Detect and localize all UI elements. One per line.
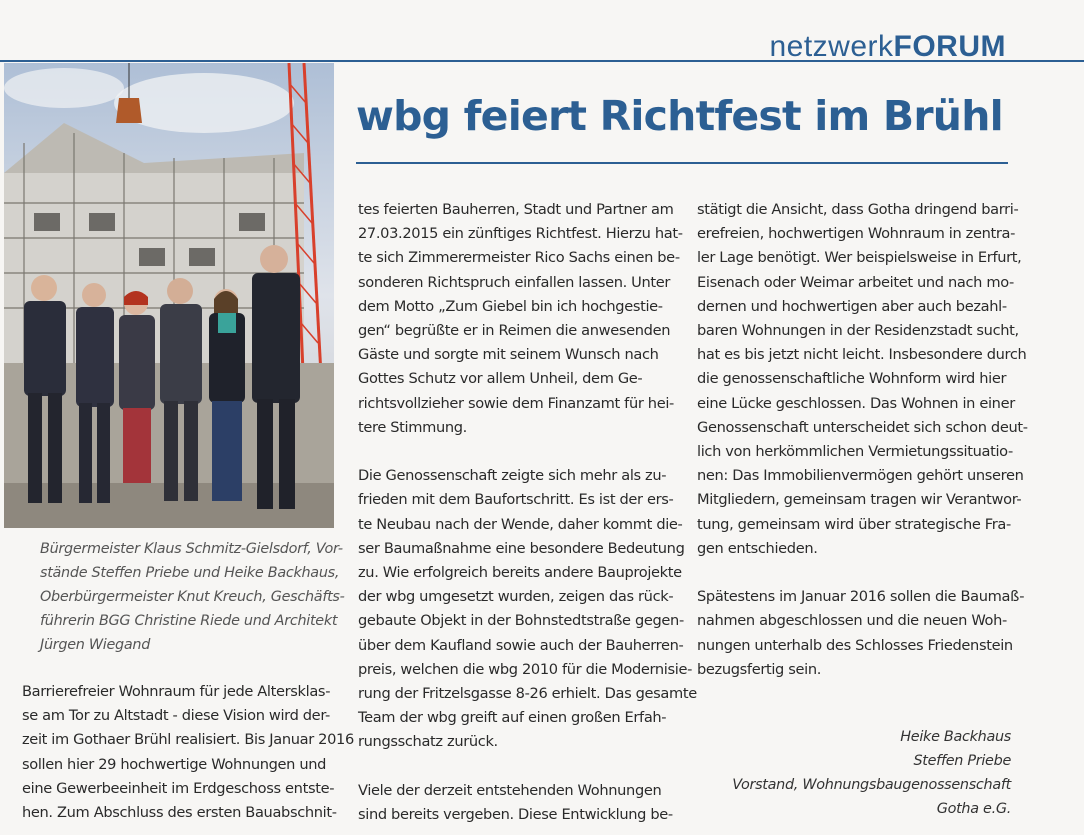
text-line: rungsschatz zurück. bbox=[358, 733, 498, 751]
text-line: nen: Das Immobilienvermögen gehört unseren bbox=[697, 467, 1024, 485]
caption-line: führerin BGG Christine Riede und Architekt bbox=[40, 613, 338, 629]
text-line: sonderen Richtspruch einfallen lassen. Unter bbox=[358, 273, 671, 291]
text-line: Viele der derzeit entstehenden Wohnungen bbox=[358, 781, 662, 799]
text-line: bezugsfertig sein. bbox=[697, 660, 822, 678]
paragraph-gap bbox=[697, 561, 1017, 585]
text-line: ser Baumaßnahme eine besondere Bedeutung bbox=[358, 539, 685, 557]
text-line: Die Genossenschaft zeigte sich mehr als zu- bbox=[358, 467, 667, 485]
caption-line: Oberbürgermeister Knut Kreuch, Geschäfts- bbox=[40, 589, 345, 605]
text-line: nahmen abgeschlossen und die neuen Woh- bbox=[697, 612, 1007, 630]
photo-caption bbox=[40, 537, 345, 657]
text-line: hen. Zum Abschluss des ersten Bauabschnit- bbox=[22, 804, 337, 822]
text-line: te sich Zimmerermeister Rico Sachs einen be- bbox=[358, 249, 680, 267]
title-rule bbox=[356, 162, 1008, 164]
text-line: zeit im Gothaer Brühl realisiert. Bis Januar 2016 bbox=[22, 731, 354, 749]
signature-line: Gotha e.G. bbox=[936, 801, 1011, 817]
signature-block bbox=[732, 725, 1011, 821]
text-line: Team der wbg greift auf einen großen Erfah- bbox=[358, 709, 667, 727]
text-line: rung der Fritzelsgasse 8-26 erhielt. Das gesamte bbox=[358, 685, 697, 703]
text-line: erefreien, hochwertigen Wohnraum in zentra- bbox=[697, 225, 1016, 243]
text-line: Genossenschaft unterscheidet sich schon deut- bbox=[697, 418, 1028, 436]
caption-line: Bürgermeister Klaus Schmitz-Gielsdorf, Vor- bbox=[40, 541, 343, 557]
text-line: gen entschieden. bbox=[697, 539, 818, 557]
text-line: tere Stimmung. bbox=[358, 418, 467, 436]
signature-line: Heike Backhaus bbox=[900, 729, 1011, 745]
text-line: Mitgliedern, gemeinsam tragen wir Verantwor- bbox=[697, 491, 1022, 509]
brand-bold: FORUM bbox=[893, 30, 1006, 63]
text-line: lich von herkömmlichen Vermietungssituatio- bbox=[697, 443, 1013, 461]
caption-line: stände Steffen Priebe und Heike Backhaus, bbox=[40, 565, 340, 581]
text-line: gen“ begrüßte er in Reimen die anwesenden bbox=[358, 322, 671, 340]
text-line: ler Lage benötigt. Wer beispielsweise in Erfurt, bbox=[697, 249, 1022, 267]
column-2 bbox=[358, 198, 697, 827]
text-line: dem Motto „Zum Giebel bin ich hochgestie- bbox=[358, 297, 663, 315]
text-line: 27.03.2015 ein zünftiges Richtfest. Hierzu hat- bbox=[358, 225, 683, 243]
text-line: der wbg umgesetzt wurden, zeigen das rück- bbox=[358, 588, 674, 606]
text-line: eine Lücke geschlossen. Das Wohnen in einer bbox=[697, 394, 1015, 412]
text-line: sind bereits vergeben. Diese Entwicklung be- bbox=[358, 806, 673, 824]
text-line: tes feierten Bauherren, Stadt und Partner am bbox=[358, 201, 674, 218]
paragraph-gap bbox=[358, 440, 678, 464]
text-line: Gäste und sorgte mit seinem Wunsch nach bbox=[358, 346, 659, 364]
text-line: sollen hier 29 hochwertige Wohnungen und bbox=[22, 755, 327, 773]
text-line: se am Tor zu Altstadt - diese Vision wird der- bbox=[22, 707, 330, 725]
text-line: eine Gewerbeeinheit im Erdgeschoss entste- bbox=[22, 779, 335, 797]
text-line: Eisenach oder Weimar arbeitet und nach mo- bbox=[697, 273, 1014, 291]
text-line: frieden mit dem Baufortschritt. Es ist der ers- bbox=[358, 491, 674, 509]
brand-light: netzwerk bbox=[769, 30, 894, 63]
text-line: baren Wohnungen in der Residenzstadt sucht, bbox=[697, 322, 1019, 340]
paragraph-gap bbox=[358, 755, 678, 779]
column-1 bbox=[22, 680, 354, 825]
article-photo bbox=[4, 63, 334, 528]
text-line: tung, gemeinsam wird über strategische Fra- bbox=[697, 515, 1011, 533]
column-3 bbox=[697, 198, 1028, 682]
text-line: nungen unterhalb des Schlosses Friedenstein bbox=[697, 636, 1013, 654]
text-line: Barrierefreier Wohnraum für jede Altersklas- bbox=[22, 683, 331, 700]
text-line: richtsvollzieher sowie dem Finanzamt für hei- bbox=[358, 394, 674, 412]
caption-line: Jürgen Wiegand bbox=[40, 637, 151, 653]
text-line: dernen und hochwertigen aber auch bezahl- bbox=[697, 297, 1007, 315]
text-line: gebaute Objekt in der Bohnstedtstraße gegen- bbox=[358, 612, 684, 630]
text-line: te Neubau nach der Wende, daher kommt die- bbox=[358, 515, 683, 533]
photo-illustration bbox=[4, 63, 334, 528]
text-line: stätigt die Ansicht, dass Gotha dringend barri- bbox=[697, 201, 1019, 218]
magazine-brand bbox=[769, 30, 1006, 64]
text-line: zu. Wie erfolgreich bereits andere Bauprojekte bbox=[358, 564, 682, 582]
text-line: Spätestens im Januar 2016 sollen die Baumaß- bbox=[697, 588, 1025, 606]
signature-line: Vorstand, Wohnungsbaugenossenschaft bbox=[732, 777, 1011, 793]
text-line: preis, welchen die wbg 2010 für die Modernisie- bbox=[358, 660, 693, 678]
article-title: wbg feiert Richtfest im Brühl bbox=[356, 92, 1003, 140]
text-line: die genossenschaftliche Wohnform wird hier bbox=[697, 370, 1007, 388]
text-line: Gottes Schutz vor allem Unheil, dem Ge- bbox=[358, 370, 643, 388]
text-line: hat es bis jetzt nicht leicht. Insbesondere durch bbox=[697, 346, 1027, 364]
text-line: über dem Kaufland sowie auch der Bauherren- bbox=[358, 636, 684, 654]
signature-line: Steffen Priebe bbox=[913, 753, 1011, 769]
